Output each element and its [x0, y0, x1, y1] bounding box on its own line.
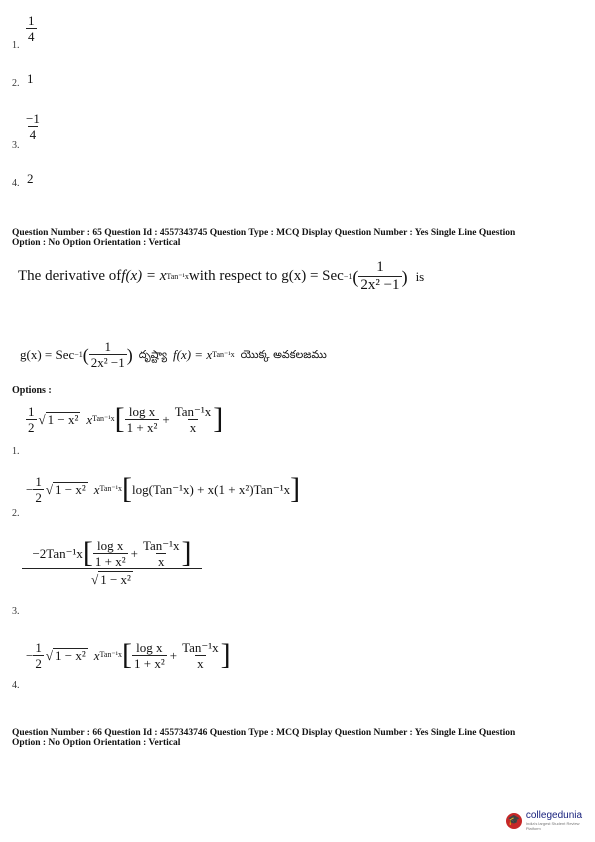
- lead-term: −2Tan⁻¹x: [32, 545, 83, 561]
- denominator: x: [189, 419, 197, 435]
- question-65-stem-telugu: [20, 340, 327, 369]
- left-paren: (: [82, 344, 89, 365]
- numerator: log x: [97, 537, 124, 553]
- prev-option-3-number: 3.: [12, 140, 20, 151]
- x-exponent: Tan⁻¹x: [99, 484, 122, 493]
- numerator: 1: [28, 403, 35, 419]
- question-65-meta: [12, 228, 587, 248]
- right-bracket: ]: [181, 536, 192, 569]
- prev-option-2-number: 2.: [12, 78, 20, 89]
- telugu-mid: దృష్ట్యా: [138, 348, 168, 361]
- denominator: x: [197, 655, 204, 671]
- prev-option-2-value: 1: [27, 71, 34, 86]
- telugu-g: g(x) = Sec: [20, 347, 75, 362]
- numerator: −1: [26, 111, 40, 126]
- numerator: 1: [35, 473, 42, 489]
- meta-line-2: Option : No Option Orientation : Vertical: [12, 238, 181, 248]
- option-1-number: 1.: [12, 446, 20, 457]
- bracket-body: log(Tan⁻¹x) + x(1 + x²)Tan⁻¹x: [132, 481, 291, 497]
- denominator: 4: [29, 127, 37, 142]
- prev-option-3-fraction: [24, 112, 42, 141]
- denominator: x: [157, 553, 165, 569]
- sqrt-radicand: 1 − x²: [100, 572, 131, 587]
- minus-sign: −: [26, 481, 34, 497]
- option-4-expression: [26, 640, 231, 670]
- option-1-expression: [26, 404, 223, 434]
- sqrt-sign: √: [38, 411, 46, 427]
- coefficient: [33, 475, 44, 504]
- option-4-number: 4.: [12, 680, 20, 691]
- term-1: [132, 641, 167, 670]
- numerator: log x: [136, 639, 163, 655]
- right-bracket: ]: [213, 402, 224, 435]
- telugu-suffix: యొక్క అవకలజము: [240, 348, 327, 361]
- numerator: log x: [128, 403, 156, 419]
- plus-sign: +: [169, 647, 178, 663]
- x-exponent: Tan⁻¹x: [99, 650, 122, 659]
- stem-g: g(x) = Sec: [281, 268, 344, 284]
- option-3-number: 3.: [12, 606, 20, 617]
- coefficient: [33, 641, 44, 670]
- stem-mid: with respect to: [188, 268, 278, 284]
- plus-sign: +: [162, 411, 170, 427]
- term-2: [173, 405, 214, 434]
- numerator: Tan⁻¹x: [182, 639, 219, 655]
- sqrt-sign: √: [45, 481, 53, 497]
- prev-option-4-number: 4.: [12, 178, 20, 189]
- cap-icon: 🎓: [506, 813, 522, 829]
- stem-suffix: is: [415, 269, 425, 284]
- meta-line-1: Question Number : 66 Question Id : 4557343746 Question Type : MCQ Display Question Number : Yes Single Line Question: [12, 728, 516, 738]
- plus-sign: +: [130, 545, 138, 561]
- x-base: x: [86, 411, 93, 427]
- prev-option-1-fraction: [26, 14, 37, 43]
- coefficient: [26, 405, 37, 434]
- right-bracket: ]: [220, 638, 231, 671]
- sqrt-sign: √: [45, 647, 53, 663]
- x-base: x: [93, 481, 100, 497]
- numerator: Tan⁻¹x: [142, 537, 180, 553]
- denominator: 4: [28, 29, 35, 44]
- left-paren: (: [352, 266, 359, 287]
- right-paren: ): [126, 344, 133, 365]
- question-66-meta: [12, 728, 587, 748]
- left-bracket: [: [114, 402, 125, 435]
- option-2-expression: [26, 474, 300, 504]
- logo-text: collegedunia: [525, 810, 583, 821]
- telugu-fraction: [89, 340, 127, 369]
- stem-prefix: The derivative of: [18, 268, 122, 284]
- telugu-f-exponent: Tan⁻¹x: [212, 349, 235, 359]
- sqrt-radicand: 1 − x²: [54, 482, 86, 497]
- denominator: 2x² −1: [360, 277, 400, 293]
- denominator: 2: [35, 655, 42, 671]
- denominator: 2: [35, 489, 42, 505]
- x-exponent: Tan⁻¹x: [92, 414, 115, 423]
- option-3-expression: [22, 538, 202, 586]
- logo-subtext: India's largest Student Review Platform: [525, 821, 580, 831]
- numerator: Tan⁻¹x: [174, 403, 212, 419]
- denominator: 1 + x²: [126, 419, 158, 435]
- right-bracket: ]: [290, 472, 301, 505]
- left-bracket: [: [122, 472, 132, 505]
- prev-option-4-value: 2: [27, 171, 34, 186]
- meta-line-2: Option : No Option Orientation : Vertical: [12, 738, 181, 748]
- minus-sign: −: [26, 647, 34, 663]
- stem-g-exponent: −1: [343, 271, 353, 281]
- numerator: 1: [104, 339, 112, 354]
- telugu-g-exponent: −1: [74, 349, 83, 359]
- right-paren: ): [401, 266, 408, 287]
- stem-fraction: [358, 260, 401, 293]
- left-bracket: [: [82, 536, 93, 569]
- meta-line-1: Question Number : 65 Question Id : 4557343745 Question Type : MCQ Display Question Number : Yes Single Line Question: [12, 228, 516, 238]
- term-2: [180, 641, 221, 670]
- numerator: 1: [35, 639, 42, 655]
- option-3-denominator: [22, 568, 202, 586]
- numerator: 1: [376, 259, 384, 275]
- telugu-f: f(x) = x: [173, 347, 213, 362]
- option-2-number: 2.: [12, 508, 20, 519]
- stem-f: f(x) = x: [121, 268, 167, 284]
- left-bracket: [: [122, 638, 132, 671]
- term-2: [141, 539, 182, 568]
- collegedunia-logo: [506, 810, 595, 831]
- option-3-numerator: [32, 538, 191, 568]
- sqrt-radicand: 1 − x²: [47, 412, 79, 427]
- term-1: [125, 405, 160, 434]
- numerator: 1: [28, 13, 35, 28]
- denominator: 2x² −1: [90, 355, 125, 370]
- stem-f-exponent: Tan⁻¹x: [166, 271, 189, 281]
- logo-text-block: [526, 810, 595, 831]
- denominator: 2: [28, 419, 35, 435]
- question-65-stem: [18, 260, 424, 293]
- options-label: Options :: [12, 385, 52, 396]
- sqrt-sign: √: [91, 572, 99, 587]
- term-1: [93, 539, 128, 568]
- denominator: 1 + x²: [94, 553, 126, 569]
- x-base: x: [93, 647, 100, 663]
- prev-option-1-number: 1.: [12, 40, 20, 51]
- denominator: 1 + x²: [134, 655, 165, 671]
- sqrt-radicand: 1 − x²: [54, 648, 86, 663]
